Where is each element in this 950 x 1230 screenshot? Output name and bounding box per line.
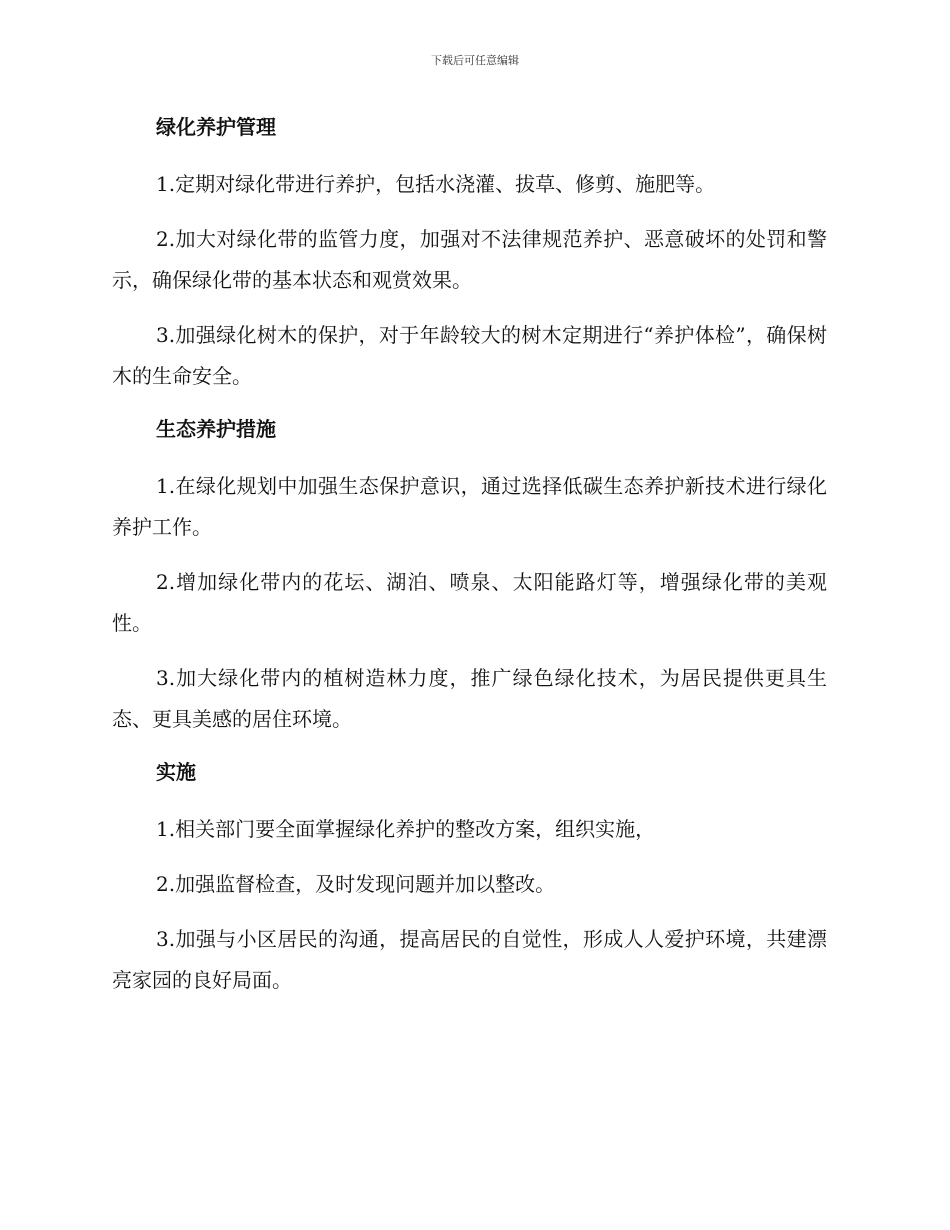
paragraph: 3.加强绿化树木的保护，对于年龄较大的树木定期进行“养护体检”，确保树木的生命安全。 bbox=[112, 323, 827, 388]
paragraph: 3.加强与小区居民的沟通，提高居民的自觉性，形成人人爱护环境，共建漂亮家园的良好局面。 bbox=[112, 927, 827, 992]
paragraph: 2.加大对绿化带的监管力度，加强对不法律规范养护、恶意破坏的处罚和警示，确保绿化带的基本状态和观赏效果。 bbox=[112, 227, 827, 292]
section-implementation bbox=[112, 754, 827, 1001]
section-heading: 生态养护措施 bbox=[156, 417, 276, 441]
section-heading: 实施 bbox=[156, 760, 196, 784]
paragraph: 3.加大绿化带内的植树造林力度，推广绿色绿化技术，为居民提供更具生态、更具美感的居住环境。 bbox=[112, 666, 827, 731]
section-greening-maintenance bbox=[112, 109, 827, 397]
paragraph: 2.增加绿化带内的花坛、湖泊、喷泉、太阳能路灯等，增强绿化带的美观性。 bbox=[112, 570, 827, 635]
paragraph: 2.加强监督检查，及时发现问题并加以整改。 bbox=[156, 872, 556, 896]
page-header: 下载后可任意编辑 bbox=[431, 54, 519, 67]
paragraph: 1.在绿化规划中加强生态保护意识，通过选择低碳生态养护新技术进行绿化养护工作。 bbox=[112, 474, 827, 539]
section-ecological-measures bbox=[112, 411, 827, 740]
section-heading: 绿化养护管理 bbox=[156, 115, 276, 139]
document-body bbox=[112, 109, 827, 1015]
paragraph: 1.相关部门要全面掌握绿化养护的整改方案，组织实施， bbox=[156, 817, 656, 841]
paragraph: 1.定期对绿化带进行养护，包括水浇灌、拔草、修剪、施肥等。 bbox=[156, 172, 716, 196]
